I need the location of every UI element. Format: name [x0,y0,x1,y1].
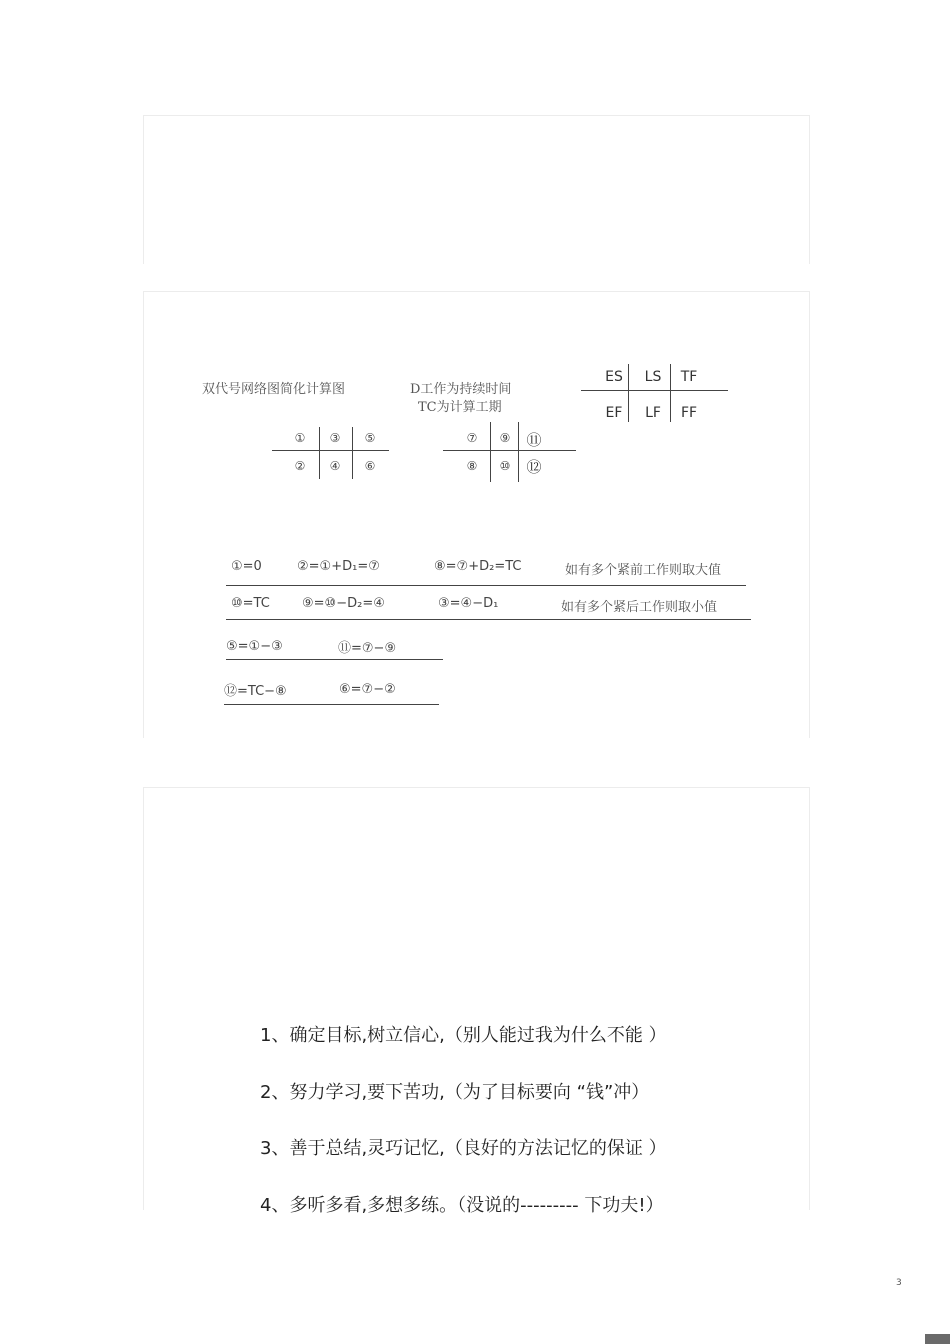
node-label: ⑫ [526,458,542,476]
formula: ②=①+D₁=⑦ [297,559,380,574]
formula: ⑩=TC [231,596,270,611]
node-label: ③ [329,431,341,445]
legend-es: ES [605,369,623,385]
slide-study-tips [143,787,810,1216]
node-label: ⑨ [499,431,511,445]
diagram-title: 双代号网络图简化计算图 [202,382,346,397]
legend-tf: TF [680,369,698,385]
node-label: ⑪ [526,431,542,449]
legend-ef: EF [605,405,623,421]
node-label: ⑤ [364,431,376,445]
tip-item: 4、多听多看,多想多练。（没说的--------- 下功夫!） [260,1195,664,1216]
node-label: ① [294,431,306,445]
node-label: ⑦ [466,431,478,445]
formula: ①=0 [231,559,262,574]
slide-network-diagram [143,291,810,738]
tip-item: 2、努力学习,要下苦功,（为了目标要向 “钱”冲） [260,1082,650,1103]
legend-ff: FF [680,405,698,421]
tip-item: 1、确定目标,树立信心,（别人能过我为什么不能 ） [260,1025,667,1046]
page-number: 3 [896,1278,902,1288]
formula-note-min: 如有多个紧后工作则取小值 [561,600,718,615]
tip-item: 3、善于总结,灵巧记忆,（良好的方法记忆的保证 ） [260,1138,667,1159]
diagram-note-tc: TC为计算工期 [418,400,502,415]
node-label: ⑩ [499,459,511,473]
slide-blank [143,115,810,264]
formula: ⑪=⑦−⑨ [338,641,397,656]
node-label: ⑧ [466,459,478,473]
node-label: ④ [329,459,341,473]
legend-lf: LF [645,405,661,421]
corner-tab [925,1334,950,1344]
formula: ⑧=⑦+D₂=TC [434,559,522,574]
formula: ③=④−D₁ [438,596,499,611]
formula: ⑤=①−③ [226,639,283,654]
legend-ls: LS [644,369,662,385]
formula: ⑫=TC−⑧ [224,684,287,699]
formula: ⑨=⑩−D₂=④ [302,596,385,611]
formula: ⑥=⑦−② [339,682,396,697]
diagram-note-duration: D工作为持续时间 [410,382,512,397]
node-label: ② [294,459,306,473]
node-label: ⑥ [364,459,376,473]
formula-note-max: 如有多个紧前工作则取大值 [565,563,722,578]
